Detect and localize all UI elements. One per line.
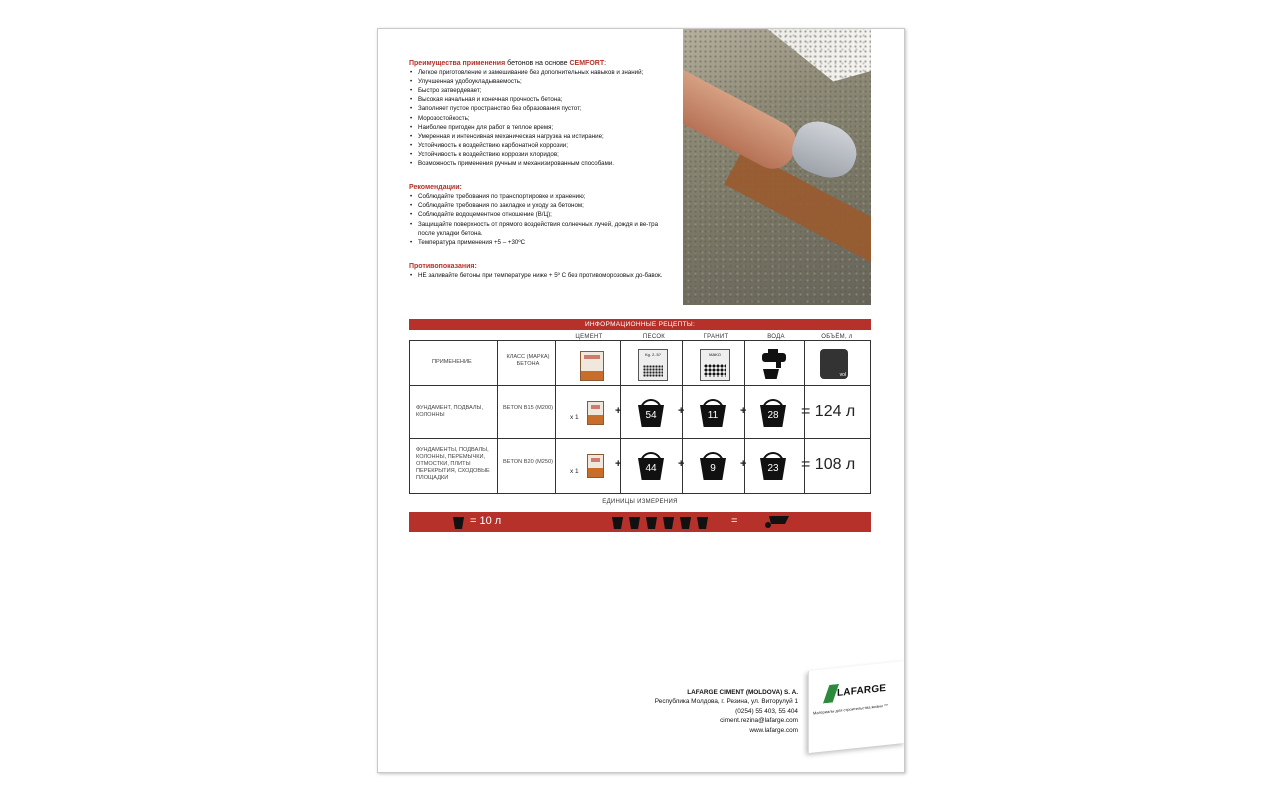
cement-bag-icon	[587, 401, 604, 425]
list-item: • Соблюдайте требования по транспортировке и хранению;	[409, 192, 669, 201]
bucket-icon	[760, 399, 786, 427]
volume-box-icon: vol	[820, 349, 848, 379]
row2-granite: 9	[710, 463, 716, 474]
text-column	[409, 59, 669, 287]
header-class: КЛАСС (МАРКА) БЕТОНА	[506, 354, 550, 367]
header-water: ВОДА	[767, 334, 785, 340]
list-item: • Наиболее пригоден для работ в теплое время;	[409, 123, 669, 132]
row1-cement-count: x 1	[570, 414, 579, 421]
bucket-icon	[612, 517, 623, 529]
recipes-table: ПРИМЕНЕНИЕ КЛАСС (МАРКА) БЕТОНА Kg. 2..5? MAKO vol ФУНДАМЕНТ, ПОДВАЛЫ, КОЛОННЫ BETON B15 (M200) x 1 + 54 + 11 + 28 = 124 л ФУНДАМЕНТЫ, ПОДВАЛЫ, КОЛОННЫ, ПЕРЕМЫЧКИ, ОТМОСТКИ, ПЛИТЫ ПЕРЕКРЫТИЯ, СХОДОВЫЕ ПЛОЩАДКИ BETON B20 (M250) x 1 + 44 + 9 + 23 = 108 л	[409, 340, 871, 494]
list-item: • Морозостойкость;	[409, 114, 669, 123]
list-item: • Устойчивость к воздействию карбонатной коррозии;	[409, 141, 669, 150]
row1-application: ФУНДАМЕНТ, ПОДВАЛЫ, КОЛОННЫ	[416, 405, 484, 418]
logo-name: LAFARGE	[837, 682, 887, 700]
row1-class: BETON B15 (M200)	[503, 405, 553, 411]
list-item: • Умеренная и интенсивная механическая нагрузка на истирание;	[409, 132, 669, 141]
header-application: ПРИМЕНЕНИЕ	[432, 359, 472, 365]
website: www.lafarge.com	[749, 726, 798, 734]
email: ciment.rezina@lafarge.com	[720, 717, 798, 725]
list-item: • Температура применения +5 – +30ºС	[409, 238, 669, 247]
units-title: ЕДИНИЦЫ ИЗМЕРЕНИЯ	[602, 499, 678, 505]
unit-equals: =	[731, 515, 738, 527]
row2-class: BETON B20 (M250)	[503, 459, 553, 465]
list-item: • Быстро затвердевает;	[409, 86, 669, 95]
bucket-icon	[760, 452, 786, 480]
granite-bag-icon: MAKO	[700, 349, 730, 381]
recipes-title-bar: ИНФОРМАЦИОННЫЕ РЕЦЕПТЫ:	[409, 319, 871, 330]
list-item: • Легкое приготовление и замешивание без дополнительных навыков и знаний;	[409, 68, 669, 77]
recommendations-list	[409, 192, 669, 247]
cement-bag-icon	[580, 351, 604, 381]
header-volume: ОБЪЁМ, л	[821, 334, 853, 340]
bucket-icon	[453, 517, 464, 529]
list-item: • Улучшенная удобоукладываемость;	[409, 77, 669, 86]
header-sand: ПЕСОК	[642, 334, 666, 340]
row1-result: = 124 л	[801, 403, 856, 420]
row1-sand: 54	[645, 410, 657, 421]
row2-sand: 44	[645, 463, 657, 474]
row2-water: 23	[767, 463, 779, 474]
unit-bucket-text: = 10 л	[470, 515, 502, 527]
address: Республика Молдова, г. Резина, ул. Виторулуй 1	[654, 698, 798, 706]
sand-bag-icon: Kg. 2..5?	[638, 349, 668, 381]
company-name: LAFARGE CIMENT (MOLDOVA) S. A.	[687, 689, 798, 696]
bucket-icon	[680, 517, 691, 529]
header-granite: ГРАНИТ	[703, 334, 729, 340]
bucket-icon	[629, 517, 640, 529]
bucket-icon	[663, 517, 674, 529]
brochure-page	[377, 28, 905, 773]
bucket-icon	[638, 452, 664, 480]
advantages-list	[409, 68, 669, 168]
header-cement: ЦЕМЕНТ	[575, 334, 603, 340]
row2-result: = 108 л	[801, 456, 856, 473]
list-item: • Устойчивость к воздействию коррозии хлоридов;	[409, 150, 669, 159]
list-item: • Соблюдайте требования по закладке и уходу за бетоном;	[409, 201, 669, 210]
bucket-icon	[638, 399, 664, 427]
concrete-photo	[683, 29, 871, 305]
bucket-icon	[646, 517, 657, 529]
bucket-icon	[700, 452, 726, 480]
units-bar	[409, 512, 871, 532]
list-item: • Возможность применения ручным и механизированным способами.	[409, 159, 669, 168]
cement-bag-icon	[587, 454, 604, 478]
logo-tagline: Материалы для строительства жизни ™	[813, 702, 888, 716]
advantages-title: Преимущества применения бетонов на основе CEMFORT:	[409, 60, 607, 67]
contraindications-list	[409, 271, 669, 280]
list-item: • Защищайте поверхность от прямого воздействия солнечных лучей, дождя и ве-тра после укладки бетона.	[409, 220, 669, 238]
recommendations-title: Рекомендации:	[409, 184, 462, 192]
row2-cement-count: x 1	[570, 468, 579, 475]
bucket-icon	[700, 399, 726, 427]
row2-application: ФУНДАМЕНТЫ, ПОДВАЛЫ, КОЛОННЫ, ПЕРЕМЫЧКИ, ОТМОСТКИ, ПЛИТЫ ПЕРЕКРЫТИЯ, СХОДОВЫЕ ПЛОЩАДКИ	[416, 447, 490, 481]
water-tap-icon	[760, 349, 788, 379]
list-item: • Высокая начальная и конечная прочность бетона;	[409, 95, 669, 104]
list-item: • Заполняет пустое пространство без образования пустот;	[409, 104, 669, 113]
contraindications-title: Противопоказания:	[409, 262, 477, 270]
list-item: • НЕ заливайте бетоны при температуре ниже + 5º С без противоморозовых до-бавок.	[409, 271, 669, 280]
footer-contacts	[618, 688, 798, 735]
row1-water: 28	[767, 410, 779, 421]
phone: (0254) 55 403, 55 404	[735, 707, 798, 715]
row1-granite: 11	[707, 410, 719, 421]
logo-card	[808, 661, 905, 753]
list-item: • Соблюдайте водоцементное отношение (В/Ц);	[409, 210, 669, 219]
wheelbarrow-icon	[765, 516, 791, 528]
bucket-icon	[697, 517, 708, 529]
